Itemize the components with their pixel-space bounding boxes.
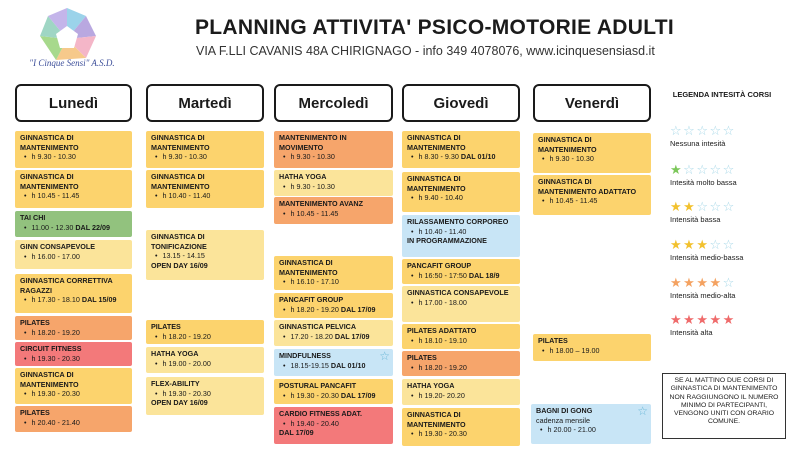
activity-card [533, 334, 651, 361]
activity-card [15, 240, 132, 269]
activity-card [146, 377, 264, 415]
activity-time: h 8.30 - 9.30 [418, 152, 459, 162]
activity-time: h 18.20 - 19.20 [290, 304, 339, 314]
activity-title: PILATES [20, 318, 50, 327]
activity-title: PILATES [151, 322, 181, 331]
activity-card [533, 175, 651, 215]
activity-card [402, 172, 520, 212]
activity-time: • h 17.00 - 18.00 [407, 298, 516, 308]
activity-card [402, 408, 520, 446]
activity-start-note: DAL 15/09 [81, 295, 117, 305]
activity-card [146, 131, 264, 168]
activity-card [274, 256, 393, 290]
page-title: PLANNING ATTIVITA' PSICO-MOTORIE ADULTI [195, 16, 675, 39]
legend-item [670, 238, 790, 262]
legend-item [670, 200, 790, 224]
activity-card [146, 347, 264, 373]
activity-card [146, 230, 264, 280]
activity-time: • h 18.20 - 19.20 [151, 332, 260, 342]
activity-time: • h 16.10 - 17.10 [279, 277, 389, 287]
activity-time: • h 9.40 - 10.40 [407, 193, 516, 203]
activity-card [274, 379, 393, 404]
intensity-stars-icon: ★★★☆☆ [670, 237, 736, 252]
legend-label: Nessuna intesità [670, 139, 726, 148]
activity-title: BAGNI DI GONG [536, 406, 593, 415]
activity-card [274, 293, 393, 318]
open-day-note: OPEN DAY 16/09 [151, 260, 208, 270]
activity-card [533, 133, 651, 173]
legend-label: Intensità medio-alta [670, 291, 736, 300]
legend-label: Intensità medio-bassa [670, 253, 744, 262]
activity-card [15, 368, 132, 404]
activity-title: MANTENIMENTO IN MOVIMENTO [279, 133, 347, 152]
activity-card [402, 324, 520, 349]
activity-start-note: DAL 22/09 [75, 222, 110, 232]
activity-card [15, 170, 132, 208]
activity-title: TAI CHI [20, 213, 46, 222]
activity-time: • h 18.20 - 19.20 [407, 363, 516, 373]
activity-time: • h 10.40 - 11.40 [407, 227, 516, 237]
activity-card [274, 131, 393, 168]
legend-label: Intensità bassa [670, 215, 721, 224]
activity-time: • h 19.30 - 20.30 [151, 389, 260, 399]
intensity-stars-icon: ★★☆☆☆ [670, 199, 736, 214]
legend-item [670, 313, 790, 337]
activity-card [146, 320, 264, 344]
activity-time: • h 18.00 – 19.00 [538, 346, 647, 356]
activity-start-note: DAL 17/09 [279, 428, 314, 438]
activity-time: h 17.30 - 18.10 [31, 295, 80, 305]
activity-card [15, 211, 132, 237]
activity-title: HATHA YOGA [407, 381, 455, 390]
activity-time: • h 19.00 - 20.00 [151, 359, 260, 369]
activity-start-note: DAL 17/09 [334, 331, 370, 341]
activity-time: • 13.15 - 14.15 [151, 251, 260, 261]
activity-title: FLEX-ABILITY [151, 379, 200, 388]
activity-time: • h 18.20 - 19.20 [20, 328, 128, 338]
activity-time: • h 16.00 - 17.00 [20, 252, 128, 262]
activity-title: CARDIO FITNESS ADAT. [279, 409, 363, 418]
activity-title: GINNASTICA DI MANTENIMENTO [407, 410, 466, 429]
activity-start-note: DAL 01/10 [330, 360, 366, 370]
intensity-stars-icon: ★★★★☆ [670, 275, 736, 290]
logo-caption: "I Cinque Sensi" A.S.D. [29, 58, 115, 68]
activity-card [402, 131, 520, 168]
activity-start-note: DAL 17/09 [340, 304, 376, 314]
activity-time: • h 19.20- 20.20 [407, 391, 516, 401]
activity-start-note: DAL 01/10 [460, 152, 496, 162]
activity-time: • h 20.00 - 21.00 [536, 425, 647, 435]
merge-notice: SE AL MATTINO DUE CORSI DI GINNASTICA DI MANTENIMENTO NON RAGGIUNGONO IL NUMERO MINIMO DI PARTECIPANTI, VENGONO UNITI CON ORARIO COMUNE. [662, 373, 786, 439]
activity-time: • h 19.30 - 20.30 [20, 354, 128, 364]
legend-label: Intensità alta [670, 328, 713, 337]
activity-time: • h 19.40 - 20.40 [279, 419, 389, 429]
activity-card [402, 215, 520, 257]
programming-note: IN PROGRAMMAZIONE [407, 236, 487, 246]
activity-card [15, 274, 132, 313]
day-header-giovedi: Giovedì [402, 84, 520, 122]
activity-title: HATHA YOGA [279, 172, 327, 181]
activity-card [274, 170, 393, 196]
activity-title: GINNASTICA DI MANTENIMENTO [407, 174, 466, 193]
activity-time: • h 9.30 - 10.30 [279, 152, 389, 162]
activity-card [15, 316, 132, 340]
activity-time: • h 19.30 - 20.30 [407, 429, 516, 439]
day-header-venerdi: Venerdì [533, 84, 651, 122]
activity-title: GINNASTICA CORRETTIVA RAGAZZI [20, 276, 113, 295]
activity-card [402, 286, 520, 322]
activity-time: • h 9.30 - 10.30 [538, 154, 647, 164]
activity-time: 11.00 - 12.30 [31, 222, 74, 232]
activity-time: • h 10.45 - 11.45 [20, 191, 128, 201]
activity-title: PILATES [20, 408, 50, 417]
activity-title: PILATES [407, 353, 437, 362]
activity-time: • h 19.30 - 20.30 [20, 389, 128, 399]
activity-time: • h 9.30 - 10.30 [279, 182, 389, 192]
star-outline-icon: ☆ [379, 349, 390, 363]
day-header-mercoledi: Mercoledì [274, 84, 393, 122]
legend-item [670, 124, 790, 148]
activity-card [274, 197, 393, 224]
activity-title: PILATES [538, 336, 568, 345]
activity-title: MANTENIMENTO AVANZ [279, 199, 363, 208]
activity-card [146, 170, 264, 208]
activity-title: GINNASTICA DI MANTENIMENTO [20, 133, 79, 152]
activity-time: • h 9.30 - 10.30 [20, 152, 128, 162]
activity-title: CIRCUIT FITNESS [20, 344, 82, 353]
activity-title: PILATES ADATTATO [407, 326, 477, 335]
legend-title: LEGENDA INTESITÀ CORSI [672, 90, 772, 99]
activity-title: GINNASTICA CONSAPEVOLE [407, 288, 509, 297]
activity-title: MINDFULNESS [279, 351, 331, 360]
activity-start-note: DAL 17/09 [340, 390, 376, 400]
activity-card [402, 379, 520, 405]
intensity-stars-icon: ☆☆☆☆☆ [670, 123, 736, 138]
activity-title: GINNASTICA DI MANTENIMENTO ADATTATO [538, 177, 637, 196]
day-header-lunedi: Lunedì [15, 84, 132, 122]
activity-title: GINNASTICA DI MANTENIMENTO [279, 258, 338, 277]
activity-title: GINNASTICA DI MANTENIMENTO [20, 370, 79, 389]
activity-title: GINNASTICA DI MANTENIMENTO [20, 172, 79, 191]
activity-time: • h 10.45 - 11.45 [538, 196, 647, 206]
activity-title: GINNASTICA DI MANTENIMENTO [407, 133, 466, 152]
legend-label: Intesità molto bassa [670, 178, 737, 187]
star-outline-icon: ☆ [637, 404, 648, 418]
activity-card [274, 407, 393, 444]
activity-card [15, 131, 132, 168]
legend-item [670, 276, 790, 300]
activity-title: RILASSAMENTO CORPOREO [407, 217, 509, 226]
legend-item [670, 163, 790, 187]
activity-card [15, 406, 132, 432]
activity-time: • h 20.40 - 21.40 [20, 418, 128, 428]
open-day-note: OPEN DAY 16/09 [151, 398, 208, 408]
activity-card [402, 351, 520, 376]
activity-title: PANCAFIT GROUP [407, 261, 472, 270]
activity-time: h 19.30 - 20.30 [290, 390, 339, 400]
activity-card [274, 349, 393, 376]
activity-card [274, 320, 393, 346]
day-header-martedi: Martedì [146, 84, 264, 122]
intensity-stars-icon: ★★★★★ [670, 312, 736, 327]
activity-title: GINNASTICA DI MANTENIMENTO [151, 133, 210, 152]
activity-title: GINNASTICA DI TONIFICAZIONE [151, 232, 207, 251]
activity-time: • h 9.30 - 10.30 [151, 152, 260, 162]
activity-start-note: DAL 18/9 [468, 270, 500, 280]
activity-time: • h 10.45 - 11.45 [279, 209, 389, 219]
activity-card [15, 342, 132, 366]
activity-title: POSTURAL PANCAFIT [279, 381, 357, 390]
activity-title: GINNASTICA DI MANTENIMENTO [151, 172, 210, 191]
activity-card [402, 259, 520, 284]
activity-title: GINNASTICA DI MANTENIMENTO [538, 135, 597, 154]
intensity-stars-icon: ★☆☆☆☆ [670, 162, 736, 177]
activity-title: GINN CONSAPEVOLE [20, 242, 96, 251]
activity-title: GINNASTICA PELVICA [279, 322, 357, 331]
activity-card [531, 404, 651, 444]
activity-time: • h 18.10 - 19.10 [407, 336, 516, 346]
activity-title: PANCAFIT GROUP [279, 295, 344, 304]
activity-time: 17.20 - 18.20 [290, 331, 333, 341]
activity-title: HATHA YOGA [151, 349, 199, 358]
page-subtitle: VIA F.LLI CAVANIS 48A CHIRIGNAGO - info 349 4078076, www.icinquesensiasd.it [196, 44, 655, 58]
activity-time: h 16:50 - 17:50 [418, 270, 467, 280]
activity-time: • h 10.40 - 11.40 [151, 191, 260, 201]
activity-frequency: cadenza mensile [536, 415, 590, 425]
activity-time: 18.15-19.15 [290, 360, 329, 370]
